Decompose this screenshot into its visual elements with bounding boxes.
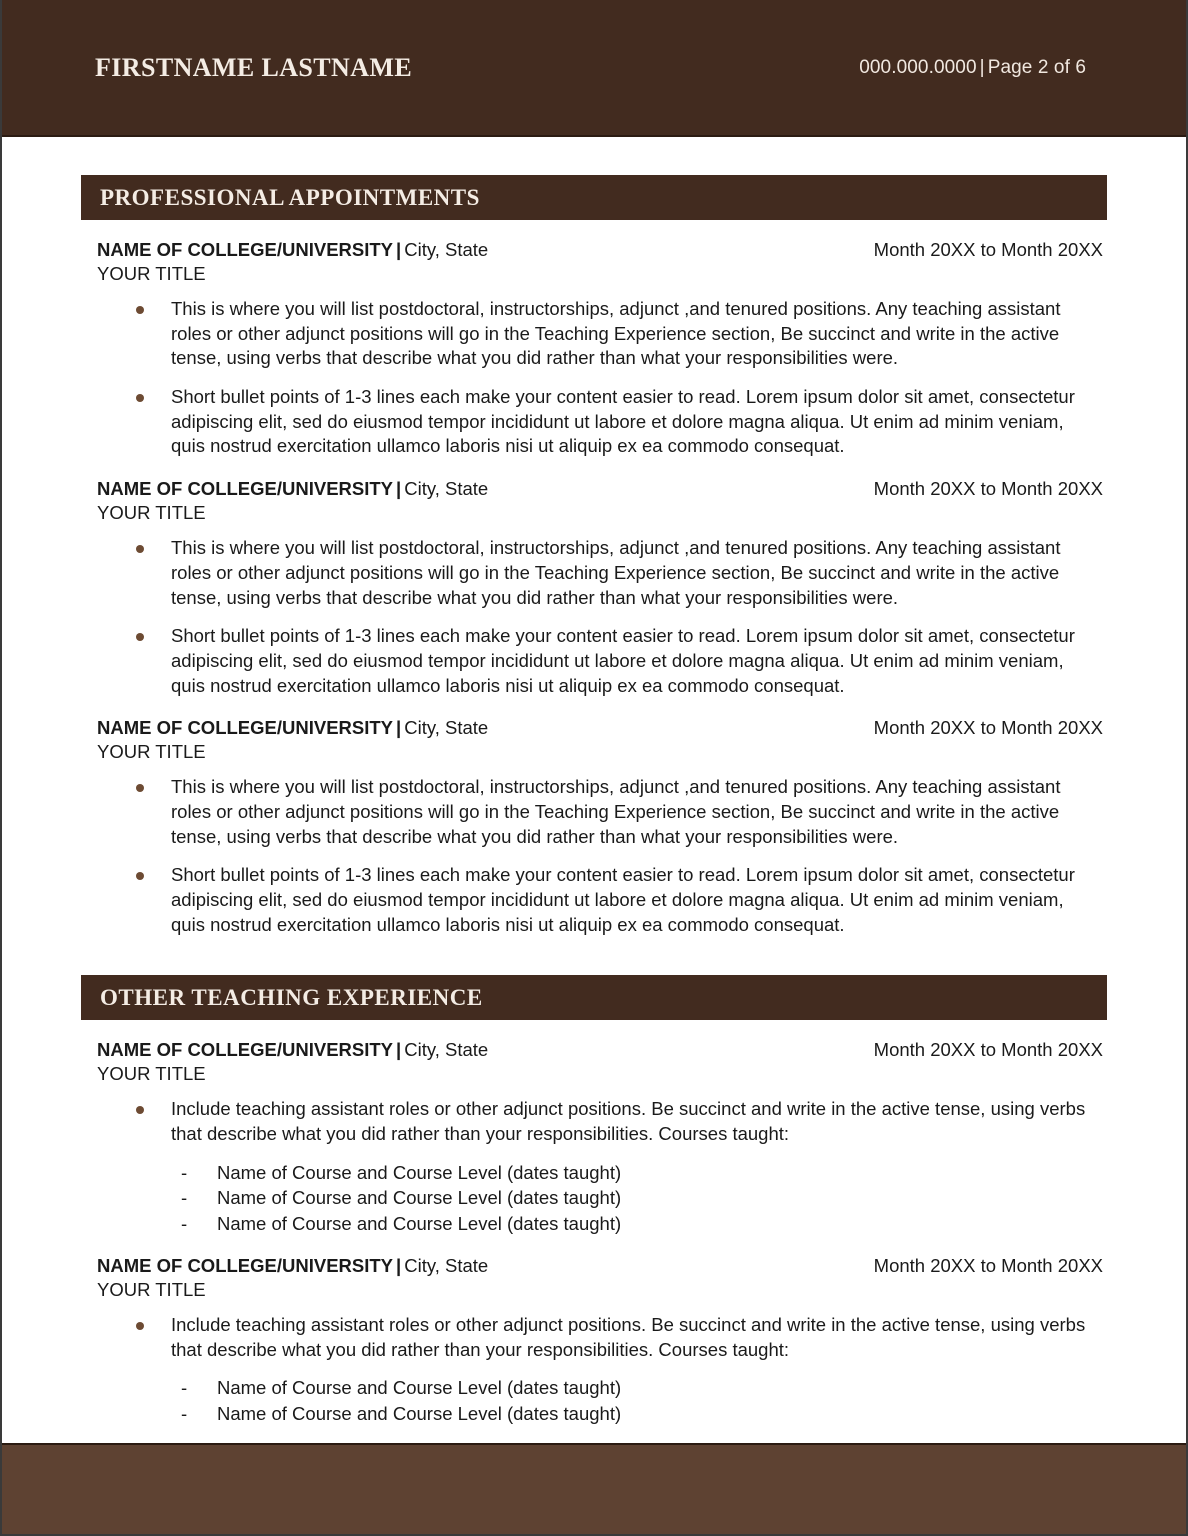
entry-date-range: Month 20XX to Month 20XX xyxy=(873,1254,1103,1276)
entry-bullet-list xyxy=(81,1313,1107,1426)
organization-separator: | xyxy=(396,1039,402,1061)
experience-entry xyxy=(81,478,1107,698)
entry-bullet-list xyxy=(81,297,1107,459)
bullet-text: This is where you will list postdoctoral, instructorships, adjunct ,and tenured positions. Any teaching assistant roles or other adjunct positions will go in the Teaching Experience section, Be succinct and write in the active tense, using verbs that describe what you did rather than what your responsibilities were. xyxy=(171,298,1061,369)
course-list-item xyxy=(171,1212,1087,1236)
organization-separator: | xyxy=(396,239,402,260)
organization-name: NAME OF COLLEGE/UNIVERSITY xyxy=(97,1254,394,1276)
entry-date-range: Month 20XX to Month 20XX xyxy=(873,478,1103,500)
entry-organization xyxy=(97,1039,488,1061)
course-list-item xyxy=(171,1376,1087,1400)
entry-organization xyxy=(97,478,488,500)
bullet-item xyxy=(81,624,1107,698)
entry-date-range: Month 20XX to Month 20XX xyxy=(873,1039,1103,1061)
bullet-text: Short bullet points of 1-3 lines each make your content easier to read. Lorem ipsum dolor sit amet, consectetur adipiscing elit, sed do eiusmod tempor incididunt ut labore et dolore magna aliqua. Ut enim ad minim veniam, quis nostrud exercitation ullamco laboris nisi ut aliquip ex ea commodo consequat. xyxy=(171,625,1075,696)
bullet-text: Short bullet points of 1-3 lines each make your content easier to read. Lorem ipsum dolor sit amet, consectetur adipiscing elit, sed do eiusmod tempor incididunt ut labore et dolore magna aliqua. Ut enim ad minim veniam, quis nostrud exercitation ullamco laboris nisi ut aliquip ex ea commodo consequat. xyxy=(171,864,1075,935)
course-text: Name of Course and Course Level (dates taught) xyxy=(217,1402,622,1424)
organization-separator: | xyxy=(396,478,402,500)
dash-marker-icon: - xyxy=(181,1402,188,1424)
course-sublist xyxy=(171,1376,1087,1426)
bullet-dot-icon xyxy=(136,545,144,553)
organization-location: City, State xyxy=(404,1039,489,1061)
header-candidate-name: FIRSTNAME LASTNAME xyxy=(95,52,413,82)
bullet-text: Include teaching assistant roles or other adjunct positions. Be succinct and write in the active tense, using verbs that describe what you did rather than your responsibilities. Courses taught: xyxy=(171,1313,1086,1360)
bullet-text: This is where you will list postdoctoral, instructorships, adjunct ,and tenured positions. Any teaching assistant roles or other adjunct positions will go in the Teaching Experience section, Be succinct and write in the active tense, using verbs that describe what you did rather than what your responsibilities were. xyxy=(171,537,1061,608)
entry-organization xyxy=(97,1255,488,1277)
course-list-item xyxy=(171,1402,1087,1426)
dash-marker-icon: - xyxy=(181,1212,188,1234)
entry-date-range: Month 20XX to Month 20XX xyxy=(873,717,1103,739)
bullet-text: Short bullet points of 1-3 lines each make your content easier to read. Lorem ipsum dolor sit amet, consectetur adipiscing elit, sed do eiusmod tempor incididunt ut labore et dolore magna aliqua. Ut enim ad minim veniam, quis nostrud exercitation ullamco laboris nisi ut aliquip ex ea commodo consequat. xyxy=(171,386,1075,457)
organization-separator: | xyxy=(396,1254,402,1276)
organization-name: NAME OF COLLEGE/UNIVERSITY xyxy=(97,478,394,500)
bullet-item xyxy=(81,536,1107,610)
header-separator: | xyxy=(979,56,985,78)
organization-location: City, State xyxy=(404,1254,489,1276)
entry-header-row xyxy=(81,239,1107,261)
bullet-item xyxy=(81,863,1107,937)
section-title: OTHER TEACHING EXPERIENCE xyxy=(100,984,483,1010)
organization-location: City, State xyxy=(404,717,489,739)
page-header xyxy=(2,0,1186,137)
dash-marker-icon: - xyxy=(181,1377,188,1399)
entry-header-row xyxy=(81,1039,1107,1061)
entry-bullet-list xyxy=(81,536,1107,698)
experience-entry xyxy=(81,1255,1107,1426)
experience-entry xyxy=(81,239,1107,459)
entry-bullet-list xyxy=(81,1097,1107,1236)
bullet-item xyxy=(81,297,1107,371)
entry-bullet-list xyxy=(81,775,1107,937)
bullet-dot-icon xyxy=(136,306,144,314)
course-text: Name of Course and Course Level (dates taught) xyxy=(217,1187,622,1209)
experience-entry xyxy=(81,717,1107,937)
section-bar xyxy=(81,975,1107,1020)
entry-organization xyxy=(97,717,488,739)
page-body xyxy=(2,175,1186,1479)
bullet-item xyxy=(81,1313,1107,1426)
bullet-item xyxy=(81,385,1107,459)
organization-name: NAME OF COLLEGE/UNIVERSITY xyxy=(97,239,394,260)
bullet-dot-icon xyxy=(136,394,144,402)
section-bar xyxy=(81,175,1107,220)
entry-organization xyxy=(97,239,488,261)
bullet-text: This is where you will list postdoctoral, instructorships, adjunct ,and tenured positions. Any teaching assistant roles or other adjunct positions will go in the Teaching Experience section, Be succinct and write in the active tense, using verbs that describe what you did rather than what your responsibilities were. xyxy=(171,776,1061,847)
course-text: Name of Course and Course Level (dates taught) xyxy=(217,1377,622,1399)
header-contact-and-page xyxy=(859,57,1086,79)
course-list-item xyxy=(171,1186,1087,1210)
page-footer xyxy=(2,1443,1186,1536)
course-text: Name of Course and Course Level (dates taught) xyxy=(217,1161,622,1183)
entry-header-row xyxy=(81,1255,1107,1277)
organization-location: City, State xyxy=(404,239,489,260)
entry-date-range: Month 20XX to Month 20XX xyxy=(873,239,1103,260)
dash-marker-icon: - xyxy=(181,1161,188,1183)
bullet-item xyxy=(81,1097,1107,1236)
organization-name: NAME OF COLLEGE/UNIVERSITY xyxy=(97,717,394,739)
bullet-dot-icon xyxy=(136,784,144,792)
organization-name: NAME OF COLLEGE/UNIVERSITY xyxy=(97,1039,394,1061)
header-phone: 000.000.0000 xyxy=(859,56,977,78)
entry-job-title: YOUR TITLE xyxy=(97,741,206,763)
bullet-dot-icon xyxy=(136,872,144,880)
course-list-item xyxy=(171,1161,1087,1185)
bullet-dot-icon xyxy=(136,1322,144,1330)
bullet-text: Include teaching assistant roles or other adjunct positions. Be succinct and write in the active tense, using verbs that describe what you did rather than your responsibilities. Courses taught: xyxy=(171,1098,1086,1145)
course-text: Name of Course and Course Level (dates taught) xyxy=(217,1212,622,1234)
entry-job-title: YOUR TITLE xyxy=(97,502,206,524)
bullet-dot-icon xyxy=(136,1106,144,1114)
entry-header-row xyxy=(81,478,1107,500)
bullet-item xyxy=(81,775,1107,849)
organization-separator: | xyxy=(396,717,402,739)
entry-job-title: YOUR TITLE xyxy=(97,263,206,284)
entry-job-title: YOUR TITLE xyxy=(97,1063,206,1085)
entry-header-row xyxy=(81,717,1107,739)
course-sublist xyxy=(171,1161,1087,1236)
header-page-number: Page 2 of 6 xyxy=(987,56,1086,78)
bullet-dot-icon xyxy=(136,633,144,641)
dash-marker-icon: - xyxy=(181,1187,188,1209)
experience-entry xyxy=(81,1039,1107,1236)
section-title: PROFESSIONAL APPOINTMENTS xyxy=(100,184,480,210)
organization-location: City, State xyxy=(404,478,489,500)
entry-job-title: YOUR TITLE xyxy=(97,1278,206,1300)
